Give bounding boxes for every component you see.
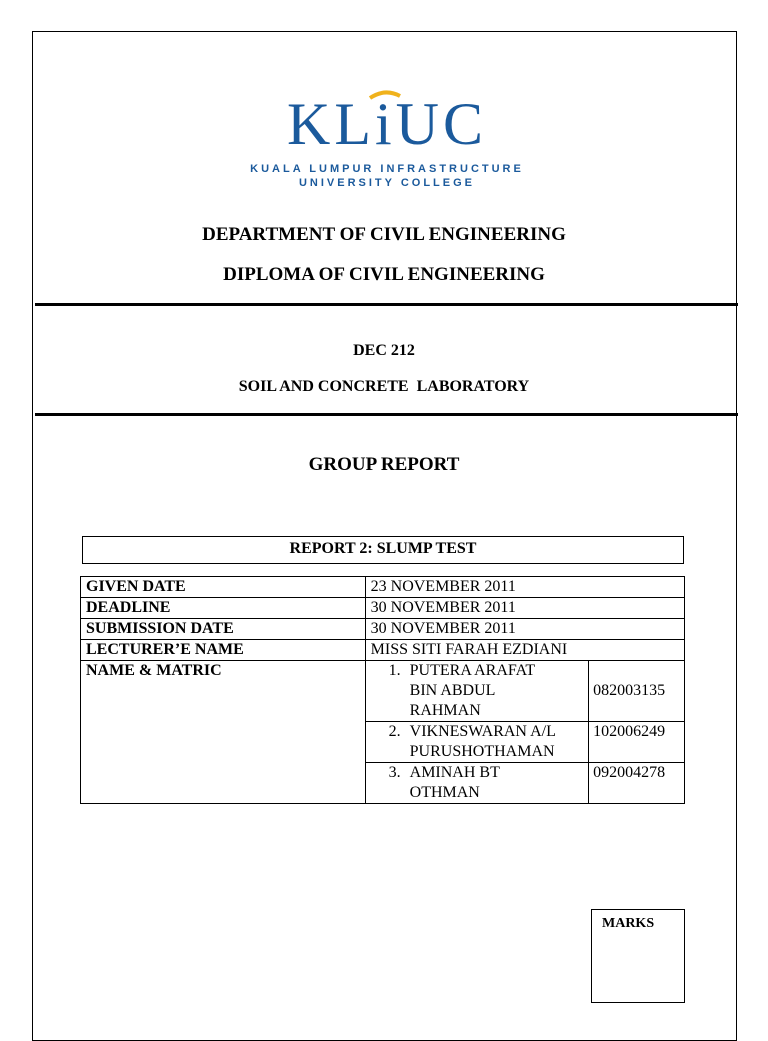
- table-row: [81, 619, 685, 640]
- department-heading: DEPARTMENT OF CIVIL ENGINEERING: [202, 224, 566, 245]
- member-name-line: BIN ABDUL: [409, 682, 496, 699]
- programme-heading: DIPLOMA OF CIVIL ENGINEERING: [223, 264, 545, 285]
- member-name-line: PUTERA ARAFAT: [409, 662, 536, 679]
- kliuc-logo: [195, 86, 580, 192]
- member-name-line: VIKNESWARAN A/L: [409, 723, 556, 740]
- table-row: [81, 661, 685, 722]
- submission-date-label: SUBMISSION DATE: [81, 619, 366, 640]
- member-name: [410, 722, 588, 762]
- course-code: DEC 212: [353, 342, 415, 359]
- report-type-heading: GROUP REPORT: [308, 454, 460, 475]
- table-row: [81, 577, 685, 598]
- member-name-cell: [365, 661, 588, 722]
- member-number: 1.: [388, 662, 401, 679]
- submission-date-value: 30 NOVEMBER 2011: [365, 619, 684, 640]
- divider: [35, 303, 738, 306]
- table-row: [81, 640, 685, 661]
- given-date-label: GIVEN DATE: [81, 577, 366, 598]
- member-name-line: RAHMAN: [409, 702, 481, 719]
- logo-wordmark: KLiUC: [287, 91, 487, 157]
- course-name: SOIL AND CONCRETE LABORATORY: [238, 378, 530, 395]
- member-matric: 092004278: [589, 763, 685, 804]
- marks-box: [591, 909, 685, 1003]
- report-info-table: [80, 576, 685, 804]
- member-name-line: AMINAH BT: [409, 764, 500, 781]
- given-date-value: 23 NOVEMBER 2011: [365, 577, 684, 598]
- member-name-cell: [365, 763, 588, 804]
- name-matric-label: NAME & MATRIC: [81, 661, 366, 804]
- lecturer-name-label: LECTURER’E NAME: [81, 640, 366, 661]
- member-name: [410, 763, 588, 803]
- marks-label: MARKS: [602, 916, 655, 931]
- member-name-line: OTHMAN: [409, 784, 480, 801]
- deadline-value: 30 NOVEMBER 2011: [365, 598, 684, 619]
- report-title-box: [82, 536, 684, 564]
- member-matric: 082003135: [589, 661, 685, 722]
- member-name: [410, 661, 588, 721]
- divider: [35, 413, 738, 416]
- member-number: 2.: [388, 723, 401, 740]
- table-row: [81, 598, 685, 619]
- member-number: 3.: [388, 764, 401, 781]
- member-matric: 102006249: [589, 722, 685, 763]
- deadline-label: DEADLINE: [81, 598, 366, 619]
- logo-tagline-2: UNIVERSITY COLLEGE: [298, 177, 476, 189]
- report-title: REPORT 2: SLUMP TEST: [289, 540, 477, 557]
- member-name-line: PURUSHOTHAMAN: [409, 743, 555, 760]
- member-name-cell: [365, 722, 588, 763]
- logo-tagline-1: KUALA LUMPUR INFRASTRUCTURE: [250, 163, 524, 175]
- lecturer-name-value: MISS SITI FARAH EZDIANI: [365, 640, 684, 661]
